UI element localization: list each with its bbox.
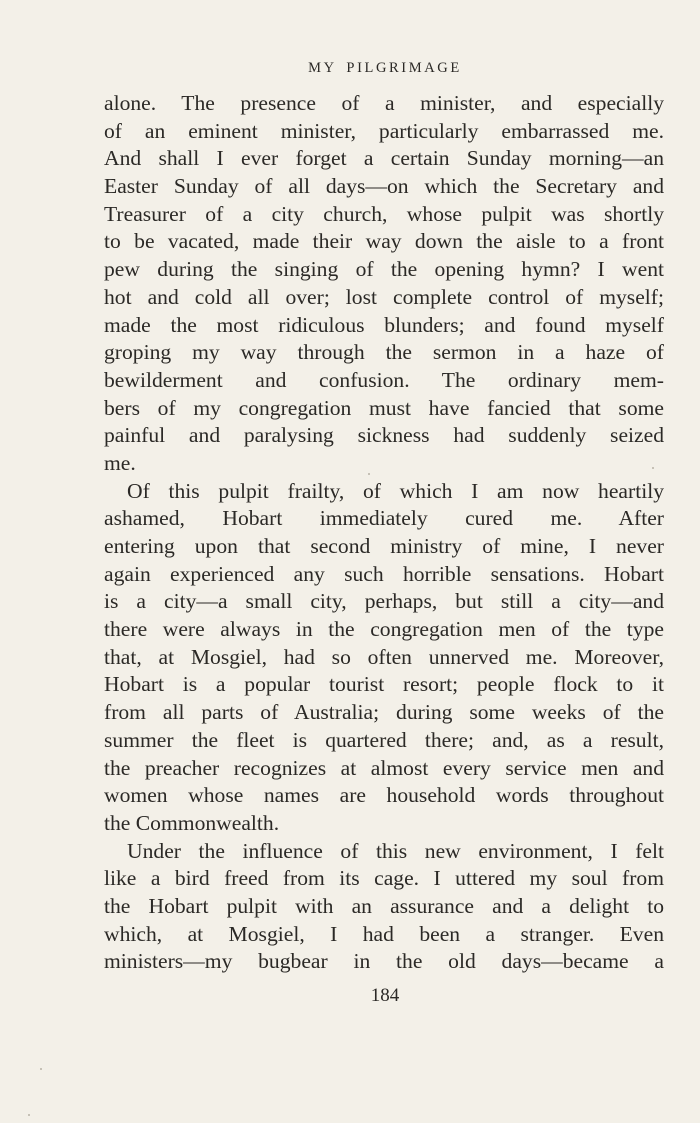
text-line: bers of my congregation must have fancied that some bbox=[104, 395, 664, 420]
paper-speck bbox=[40, 1068, 42, 1070]
text-line: the preacher recognizes at almost every service men and bbox=[104, 755, 664, 780]
paper-speck bbox=[368, 473, 370, 475]
paper-speck bbox=[28, 1114, 30, 1116]
text-line: ashamed, Hobart immediately cured me. After bbox=[104, 506, 664, 531]
text-line: painful and paralysing sickness had suddenly seized bbox=[104, 423, 664, 448]
text-line: And shall I ever forget a certain Sunday morning—an bbox=[104, 146, 664, 171]
text-line: ministers—my bugbear in the old days—became a bbox=[104, 949, 664, 974]
text-line: the Hobart pulpit with an assurance and a delight to bbox=[104, 893, 664, 918]
text-line: entering upon that second ministry of mine, I never bbox=[104, 534, 664, 558]
text-line: the Commonwealth. bbox=[104, 810, 280, 835]
text-line: which, at Mosgiel, I had been a stranger. Even bbox=[104, 921, 664, 946]
text-line: Under the influence of this new environment, I felt bbox=[127, 838, 664, 863]
text-line: is a city—a small city, perhaps, but still a city—and bbox=[104, 589, 664, 614]
page-number: 184 bbox=[370, 985, 400, 1006]
text-line: made the most ridiculous blunders; and found myself bbox=[104, 312, 664, 337]
text-line: of an eminent minister, particularly embarrassed me. bbox=[104, 118, 664, 143]
body-text bbox=[104, 90, 664, 976]
text-line: me. bbox=[104, 450, 136, 475]
text-line: Easter Sunday of all days—on which the Secretary and bbox=[104, 174, 664, 199]
text-line: like a bird freed from its cage. I uttered my soul from bbox=[104, 866, 664, 891]
text-line: pew during the singing of the opening hymn? I went bbox=[104, 257, 664, 282]
text-line: from all parts of Australia; during some weeks of the bbox=[104, 700, 664, 725]
running-head: MY PILGRIMAGE bbox=[308, 60, 462, 76]
text-line: that, at Mosgiel, had so often unnerved me. Moreover, bbox=[104, 644, 664, 669]
text-line: summer the fleet is quartered there; and, as a result, bbox=[104, 727, 664, 752]
text-line: Of this pulpit frailty, of which I am now heartily bbox=[127, 478, 664, 503]
text-line: hot and cold all over; lost complete control of myself; bbox=[104, 284, 664, 309]
text-line: alone. The presence of a minister, and especially bbox=[104, 91, 664, 115]
text-line: Treasurer of a city church, whose pulpit was shortly bbox=[104, 201, 664, 226]
text-line: Hobart is a popular tourist resort; people flock to it bbox=[104, 672, 664, 697]
text-line: bewilderment and confusion. The ordinary mem- bbox=[104, 367, 664, 392]
text-line: to be vacated, made their way down the aisle to a front bbox=[104, 229, 664, 254]
text-line: there were always in the congregation men of the type bbox=[104, 617, 664, 642]
text-line: again experienced any such horrible sensations. Hobart bbox=[104, 561, 664, 586]
paper-speck bbox=[652, 467, 654, 469]
text-line: women whose names are household words throughout bbox=[104, 783, 664, 808]
text-line: groping my way through the sermon in a haze of bbox=[104, 340, 664, 365]
